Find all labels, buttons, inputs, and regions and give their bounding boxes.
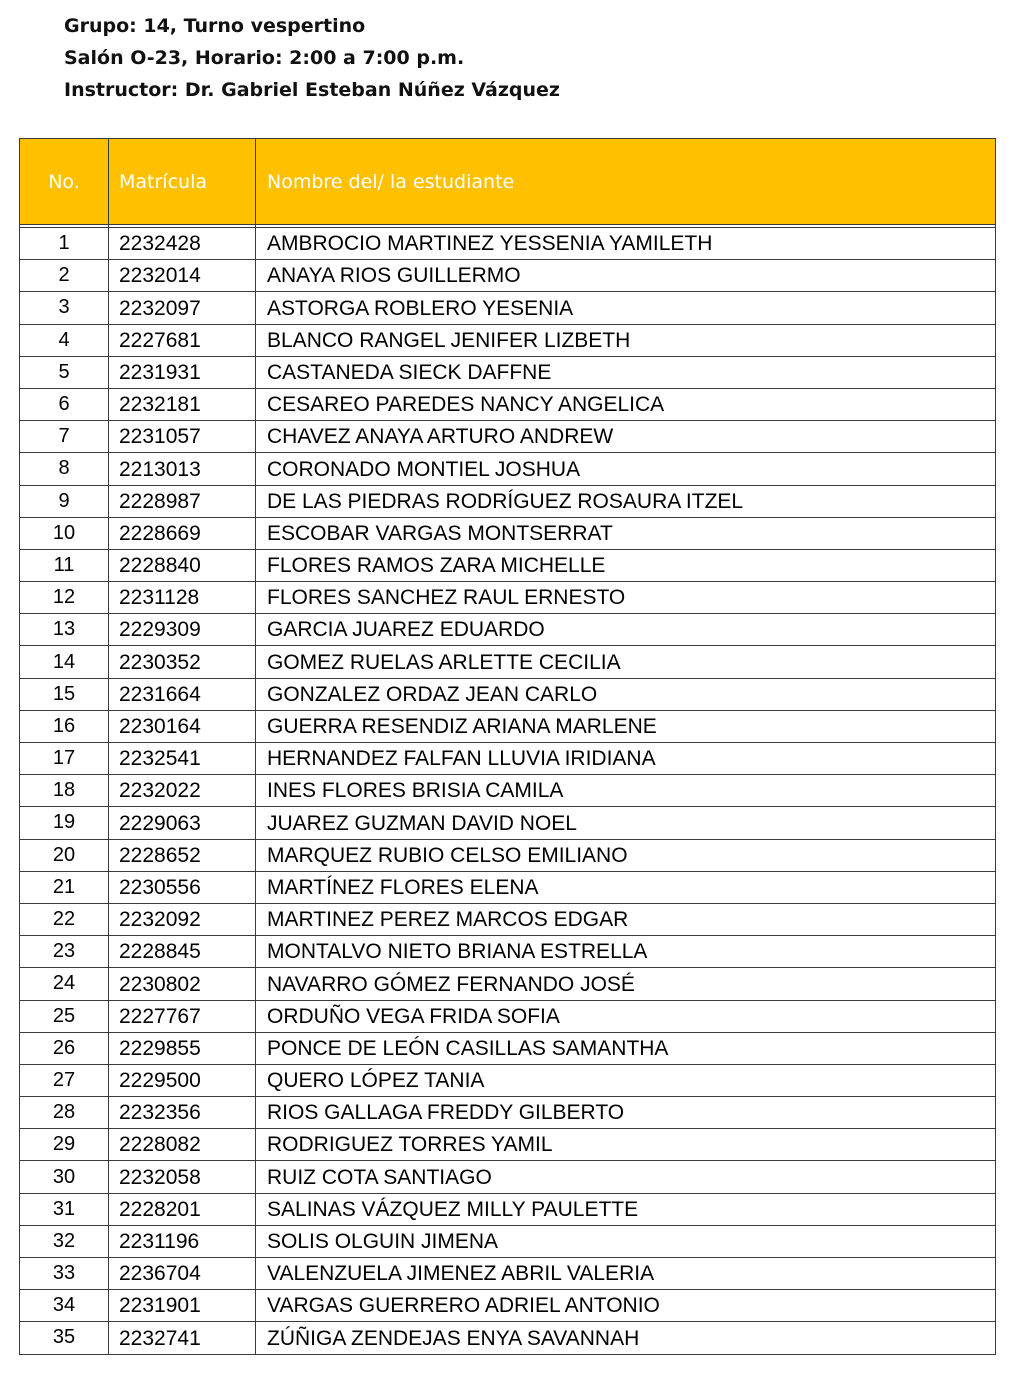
table-row (20, 871, 996, 903)
table-row (20, 1000, 996, 1032)
matricula-cell: 2232741 (109, 1322, 256, 1354)
student-name-cell: CHAVEZ ANAYA ARTURO ANDREW (256, 421, 996, 453)
student-number-cell: 9 (20, 485, 109, 517)
table-row (20, 646, 996, 678)
matricula-cell: 2227681 (109, 324, 256, 356)
matricula-cell: 2213013 (109, 453, 256, 485)
table-row (20, 807, 996, 839)
table-row (20, 582, 996, 614)
matricula-cell: 2227767 (109, 1000, 256, 1032)
student-number-cell: 31 (20, 1193, 109, 1225)
table-header-row (20, 139, 996, 225)
table-row (20, 936, 996, 968)
table-row (20, 228, 996, 260)
table-row (20, 517, 996, 549)
student-name-cell: GOMEZ RUELAS ARLETTE CECILIA (256, 646, 996, 678)
table-row (20, 775, 996, 807)
table-row (20, 388, 996, 420)
matricula-cell: 2232014 (109, 260, 256, 292)
matricula-cell: 2228669 (109, 517, 256, 549)
student-name-cell: FLORES SANCHEZ RAUL ERNESTO (256, 582, 996, 614)
student-number-cell: 21 (20, 871, 109, 903)
student-name-cell: PONCE DE LEÓN CASILLAS SAMANTHA (256, 1032, 996, 1064)
table-row (20, 292, 996, 324)
group-info-line: Grupo: 14, Turno vespertino (64, 15, 366, 37)
instructor-line: Instructor: Dr. Gabriel Esteban Núñez Vázquez (64, 79, 560, 101)
matricula-cell: 2232097 (109, 292, 256, 324)
matricula-cell: 2232541 (109, 743, 256, 775)
student-number-cell: 12 (20, 582, 109, 614)
student-name-cell: QUERO LÓPEZ TANIA (256, 1064, 996, 1096)
matricula-cell: 2228201 (109, 1193, 256, 1225)
table-row (20, 1225, 996, 1257)
student-number-cell: 15 (20, 678, 109, 710)
student-name-cell: GONZALEZ ORDAZ JEAN CARLO (256, 678, 996, 710)
table-row (20, 903, 996, 935)
matricula-cell: 2228987 (109, 485, 256, 517)
student-name-cell: ANAYA RIOS GUILLERMO (256, 260, 996, 292)
student-name-cell: GUERRA RESENDIZ ARIANA MARLENE (256, 710, 996, 742)
matricula-cell: 2231196 (109, 1225, 256, 1257)
student-name-cell: GARCIA JUAREZ EDUARDO (256, 614, 996, 646)
student-number-cell: 17 (20, 743, 109, 775)
matricula-cell: 2229500 (109, 1064, 256, 1096)
student-number-cell: 24 (20, 968, 109, 1000)
student-number-cell: 35 (20, 1322, 109, 1354)
table-row (20, 1290, 996, 1322)
column-header-no: No. (20, 139, 109, 225)
table-row (20, 743, 996, 775)
student-number-cell: 18 (20, 775, 109, 807)
table-row (20, 260, 996, 292)
student-number-cell: 25 (20, 1000, 109, 1032)
matricula-cell: 2230556 (109, 871, 256, 903)
student-number-cell: 2 (20, 260, 109, 292)
student-name-cell: CORONADO MONTIEL JOSHUA (256, 453, 996, 485)
matricula-cell: 2230802 (109, 968, 256, 1000)
matricula-cell: 2232356 (109, 1097, 256, 1129)
student-number-cell: 29 (20, 1129, 109, 1161)
table-row (20, 356, 996, 388)
matricula-cell: 2231128 (109, 582, 256, 614)
matricula-cell: 2230352 (109, 646, 256, 678)
student-name-cell: ASTORGA ROBLERO YESENIA (256, 292, 996, 324)
table-row (20, 839, 996, 871)
matricula-cell: 2231057 (109, 421, 256, 453)
student-name-cell: MARTINEZ PEREZ MARCOS EDGAR (256, 903, 996, 935)
table-row (20, 1097, 996, 1129)
student-number-cell: 26 (20, 1032, 109, 1064)
column-header-matricula: Matrícula (109, 139, 256, 225)
table-row (20, 1064, 996, 1096)
student-number-cell: 11 (20, 549, 109, 581)
student-number-cell: 5 (20, 356, 109, 388)
matricula-cell: 2232092 (109, 903, 256, 935)
student-name-cell: MARQUEZ RUBIO CELSO EMILIANO (256, 839, 996, 871)
room-schedule-line: Salón O-23, Horario: 2:00 a 7:00 p.m. (64, 47, 465, 69)
student-name-cell: SALINAS VÁZQUEZ MILLY PAULETTE (256, 1193, 996, 1225)
student-name-cell: NAVARRO GÓMEZ FERNANDO JOSÉ (256, 968, 996, 1000)
matricula-cell: 2236704 (109, 1258, 256, 1290)
student-name-cell: RUIZ COTA SANTIAGO (256, 1161, 996, 1193)
student-name-cell: FLORES RAMOS ZARA MICHELLE (256, 549, 996, 581)
table-row (20, 968, 996, 1000)
student-name-cell: ORDUÑO VEGA FRIDA SOFIA (256, 1000, 996, 1032)
student-name-cell: JUAREZ GUZMAN DAVID NOEL (256, 807, 996, 839)
matricula-cell: 2231664 (109, 678, 256, 710)
table-row (20, 710, 996, 742)
student-number-cell: 16 (20, 710, 109, 742)
student-name-cell: INES FLORES BRISIA CAMILA (256, 775, 996, 807)
student-name-cell: CESAREO PAREDES NANCY ANGELICA (256, 388, 996, 420)
table-row (20, 421, 996, 453)
student-number-cell: 14 (20, 646, 109, 678)
matricula-cell: 2232181 (109, 388, 256, 420)
student-name-cell: RODRIGUEZ TORRES YAMIL (256, 1129, 996, 1161)
student-number-cell: 30 (20, 1161, 109, 1193)
student-name-cell: MONTALVO NIETO BRIANA ESTRELLA (256, 936, 996, 968)
student-name-cell: DE LAS PIEDRAS RODRÍGUEZ ROSAURA ITZEL (256, 485, 996, 517)
student-name-cell: ESCOBAR VARGAS MONTSERRAT (256, 517, 996, 549)
student-number-cell: 8 (20, 453, 109, 485)
student-number-cell: 32 (20, 1225, 109, 1257)
table-row (20, 485, 996, 517)
student-name-cell: CASTANEDA SIECK DAFFNE (256, 356, 996, 388)
student-number-cell: 13 (20, 614, 109, 646)
matricula-cell: 2231931 (109, 356, 256, 388)
matricula-cell: 2229855 (109, 1032, 256, 1064)
student-number-cell: 28 (20, 1097, 109, 1129)
student-number-cell: 1 (20, 228, 109, 260)
matricula-cell: 2228652 (109, 839, 256, 871)
student-name-cell: AMBROCIO MARTINEZ YESSENIA YAMILETH (256, 228, 996, 260)
matricula-cell: 2229063 (109, 807, 256, 839)
student-number-cell: 3 (20, 292, 109, 324)
table-row (20, 1193, 996, 1225)
matricula-cell: 2232428 (109, 228, 256, 260)
matricula-cell: 2228845 (109, 936, 256, 968)
table-row (20, 614, 996, 646)
column-header-nombre: Nombre del/ la estudiante (256, 139, 996, 225)
student-name-cell: VALENZUELA JIMENEZ ABRIL VALERIA (256, 1258, 996, 1290)
student-number-cell: 10 (20, 517, 109, 549)
student-number-cell: 34 (20, 1290, 109, 1322)
student-number-cell: 20 (20, 839, 109, 871)
table-row (20, 1258, 996, 1290)
student-name-cell: VARGAS GUERRERO ADRIEL ANTONIO (256, 1290, 996, 1322)
student-name-cell: RIOS GALLAGA FREDDY GILBERTO (256, 1097, 996, 1129)
table-row (20, 678, 996, 710)
student-name-cell: MARTÍNEZ FLORES ELENA (256, 871, 996, 903)
matricula-cell: 2229309 (109, 614, 256, 646)
matricula-cell: 2231901 (109, 1290, 256, 1322)
student-number-cell: 19 (20, 807, 109, 839)
student-number-cell: 33 (20, 1258, 109, 1290)
table-row (20, 1129, 996, 1161)
table-row (20, 324, 996, 356)
matricula-cell: 2232022 (109, 775, 256, 807)
table-row (20, 549, 996, 581)
student-name-cell: SOLIS OLGUIN JIMENA (256, 1225, 996, 1257)
table-row (20, 1161, 996, 1193)
student-number-cell: 27 (20, 1064, 109, 1096)
matricula-cell: 2228082 (109, 1129, 256, 1161)
student-name-cell: BLANCO RANGEL JENIFER LIZBETH (256, 324, 996, 356)
student-number-cell: 4 (20, 324, 109, 356)
student-name-cell: HERNANDEZ FALFAN LLUVIA IRIDIANA (256, 743, 996, 775)
student-number-cell: 6 (20, 388, 109, 420)
table-row (20, 453, 996, 485)
matricula-cell: 2230164 (109, 710, 256, 742)
student-name-cell: ZÚÑIGA ZENDEJAS ENYA SAVANNAH (256, 1322, 996, 1354)
matricula-cell: 2232058 (109, 1161, 256, 1193)
student-number-cell: 7 (20, 421, 109, 453)
student-roster-table (19, 138, 996, 1355)
matricula-cell: 2228840 (109, 549, 256, 581)
table-row (20, 1322, 996, 1354)
student-number-cell: 22 (20, 903, 109, 935)
student-number-cell: 23 (20, 936, 109, 968)
table-row (20, 1032, 996, 1064)
group-header (64, 10, 560, 106)
